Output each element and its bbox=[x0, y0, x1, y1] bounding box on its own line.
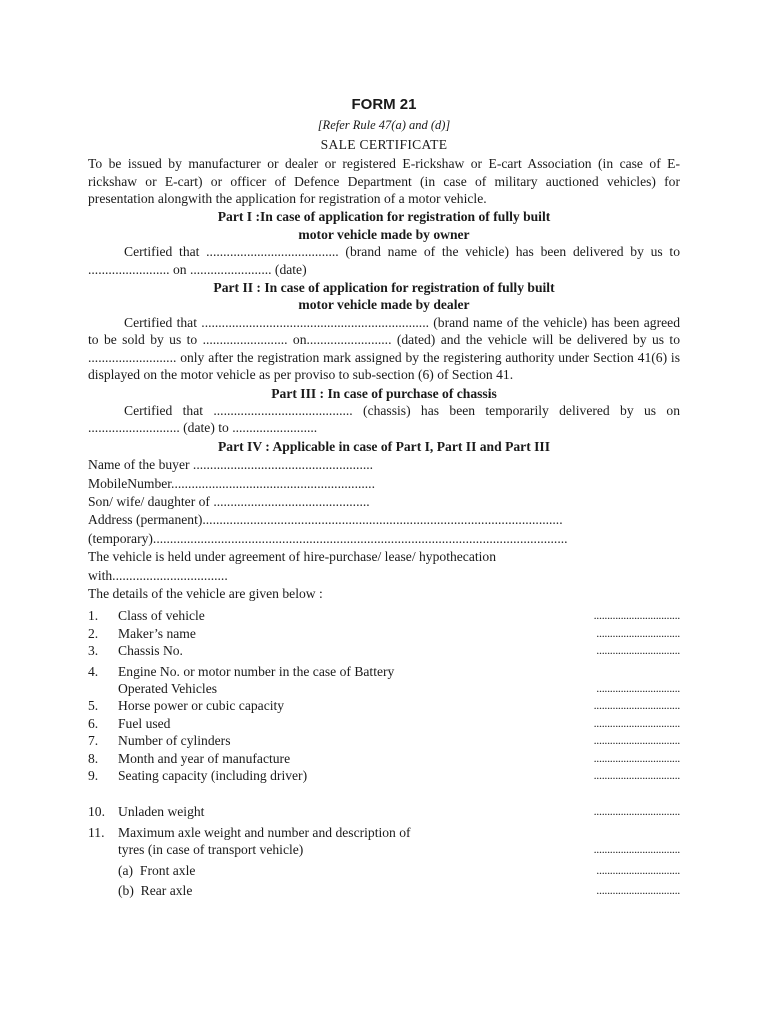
spacer bbox=[88, 784, 680, 803]
item-number: 2. bbox=[88, 625, 99, 641]
item-label: Unladen weight bbox=[118, 804, 205, 820]
form-document bbox=[88, 96, 680, 900]
item-label: Class of vehicle bbox=[118, 608, 205, 624]
item-label-line1: Maximum axle weight and number and description of bbox=[118, 824, 411, 840]
item-number: 1. bbox=[88, 608, 99, 624]
axle-label bbox=[118, 882, 556, 899]
item-blank: ................................ bbox=[593, 750, 680, 765]
detail-item bbox=[88, 607, 680, 624]
item-blank: ................................ bbox=[593, 733, 680, 748]
part2-heading bbox=[88, 279, 680, 314]
axle-item bbox=[88, 862, 680, 879]
certificate-title: SALE CERTIFICATE bbox=[320, 136, 448, 152]
axle-item bbox=[88, 882, 680, 899]
detail-item bbox=[88, 767, 680, 784]
item-label: Fuel used bbox=[118, 715, 171, 731]
item-label: Number of cylinders bbox=[118, 733, 231, 749]
part1-text: Certified that ....................................... (brand name of the vehicle) has been delivered by us to ........................ on ........................ (date) bbox=[88, 244, 680, 277]
axle-name: Rear axle bbox=[140, 883, 193, 899]
item-blank: ............................... bbox=[596, 625, 680, 640]
part1-heading bbox=[88, 208, 680, 243]
item-blank: ................................ bbox=[593, 768, 680, 783]
address-permanent-field: Address (permanent).......................................................................................................... bbox=[88, 512, 563, 528]
item-label: Month and year of manufacture bbox=[118, 750, 291, 766]
part4-heading: Part IV : Applicable in case of Part I, Part II and Part III bbox=[217, 438, 551, 454]
part1-heading-line2: motor vehicle made by owner bbox=[298, 226, 470, 242]
axle-blank: ............................... bbox=[596, 862, 680, 877]
item-number: 5. bbox=[88, 698, 99, 714]
buyer-name-field: Name of the buyer ..................................................... bbox=[88, 457, 374, 473]
detail-item bbox=[88, 697, 680, 714]
item-number: 10. bbox=[88, 804, 105, 820]
item-number: 6. bbox=[88, 715, 99, 731]
item-blank: ................................ bbox=[593, 804, 680, 819]
part2-text: Certified that ................................................................... (brand name of the vehicle) has been agreed to be sold by us to ......................... on......................... (dated) and the vehicle will be delivered by us to .......................... only after the registration mark assigned by the registering authority under Section 41(6) is displayed on the motor vehicle as per proviso to sub-section (6) of Section 41. bbox=[88, 314, 680, 383]
item-label: Seating capacity (including driver) bbox=[118, 768, 308, 784]
detail-item bbox=[88, 824, 680, 859]
axle-letter: (a) bbox=[118, 862, 134, 878]
axle-name: Front axle bbox=[139, 862, 196, 878]
item-label bbox=[118, 824, 556, 859]
axle-letter: (b) bbox=[118, 883, 134, 899]
part1-heading-line1: Part I :In case of application for registration of fully built bbox=[217, 209, 551, 225]
item-label: Maker’s name bbox=[118, 625, 196, 641]
item-number: 8. bbox=[88, 750, 99, 766]
hire-purchase-line2: with.................................. bbox=[88, 567, 228, 583]
part3-text: Certified that ......................................... (chassis) has been temporarily delivered by us on ........................... (date) to ......................... bbox=[88, 402, 680, 436]
item-label-line2: Operated Vehicles bbox=[118, 681, 218, 696]
item-label bbox=[118, 663, 556, 698]
axle-blank: ............................... bbox=[596, 883, 680, 898]
detail-item bbox=[88, 803, 680, 820]
part2-heading-line2: motor vehicle made by dealer bbox=[298, 297, 470, 313]
item-blank: ................................ bbox=[593, 608, 680, 623]
detail-item bbox=[88, 663, 680, 698]
item-label: Horse power or cubic capacity bbox=[118, 698, 285, 714]
mobile-number-field: MobileNumber............................................................ bbox=[88, 475, 375, 491]
detail-item bbox=[88, 715, 680, 732]
form-title: FORM 21 bbox=[351, 96, 417, 113]
hire-purchase-line1: The vehicle is held under agreement of hire-purchase/ lease/ hypothecation bbox=[88, 549, 497, 565]
detail-item bbox=[88, 750, 680, 767]
detail-item bbox=[88, 732, 680, 749]
item-label-line1: Engine No. or motor number in the case of Battery bbox=[118, 663, 395, 679]
item-number: 11. bbox=[88, 824, 105, 840]
rule-reference: [Refer Rule 47(a) and (d)] bbox=[317, 118, 451, 133]
detail-item bbox=[88, 625, 680, 642]
item-label: Chassis No. bbox=[118, 643, 183, 659]
item-number: 9. bbox=[88, 768, 99, 784]
details-intro: The details of the vehicle are given below : bbox=[88, 585, 323, 601]
detail-item bbox=[88, 642, 680, 659]
relation-field: Son/ wife/ daughter of .............................................. bbox=[88, 493, 370, 509]
item-number: 4. bbox=[88, 663, 99, 679]
item-blank: ............................... bbox=[596, 681, 680, 695]
item-number: 7. bbox=[88, 733, 99, 749]
address-temporary-field: (temporary).......................................................................................................................... bbox=[88, 530, 568, 546]
part2-heading-line1: Part II : In case of application for registration of fully built bbox=[213, 280, 555, 296]
item-number: 3. bbox=[88, 643, 99, 659]
item-blank: ............................... bbox=[596, 643, 680, 658]
vehicle-details-list bbox=[88, 607, 680, 899]
axle-label bbox=[118, 862, 556, 879]
part3-heading: Part III : In case of purchase of chassis bbox=[271, 385, 497, 401]
intro-paragraph: To be issued by manufacturer or dealer or registered E-rickshaw or E-cart Association (in case of E-rickshaw or E-cart) or officer of Defence Department (in case of military auctioned vehicles) for presentation alongwith the application for registration of a motor vehicle. bbox=[88, 156, 680, 207]
item-blank: ................................ bbox=[593, 842, 680, 857]
item-label-line2: tyres (in case of transport vehicle) bbox=[118, 842, 304, 858]
item-blank: ................................ bbox=[593, 698, 680, 713]
item-blank: ................................ bbox=[593, 715, 680, 730]
